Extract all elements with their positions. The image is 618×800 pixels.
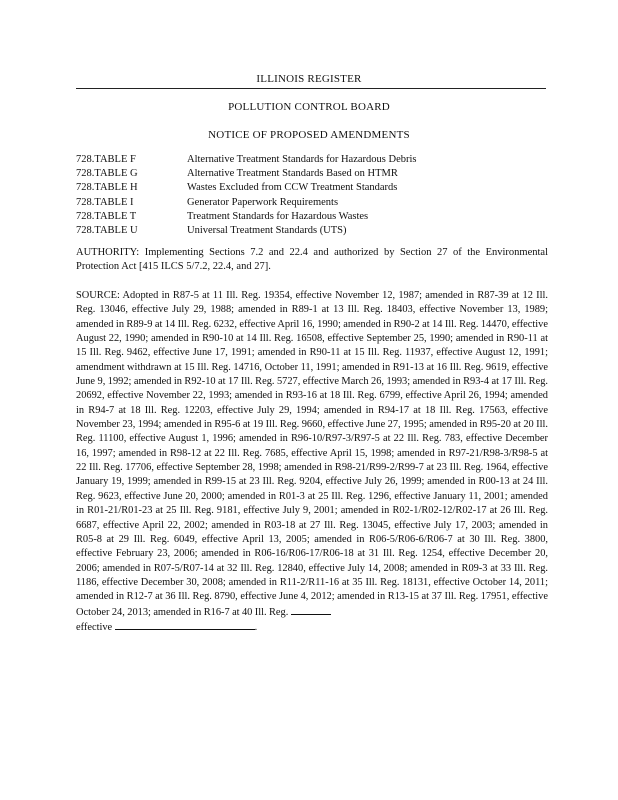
- source-text: SOURCE: Adopted in R87-5 at 11 Ill. Reg. 19354, effective November 12, 1987; amended in R87-39 at 12 Ill. Reg. 13046, effective July 29, 1988; amended in R89-1 at 13 Ill. Reg. 18403, effective November 13, 1989; amended in R89-9 at 14 Ill. Reg. 6232, effective April 16, 1990; amended in R90-2 at 14 Ill. Reg. 14470, effective August 22, 1990; amended in R90-10 at 14 Ill. Reg. 16508, effective September 25, 1990; amended in R90-11 at 15 Ill. Reg. 9462, effective June 17, 1991; amended in R90-11 at 15 Ill. Reg. 11937, effective August 12, 1991; amendment withdrawn at 15 Ill. Reg. 14716, October 11, 1991; amended in R91-13 at 16 Ill. Reg. 9619, effective June 9, 1992; amended in R92-10 at 17 Ill. Reg. 5727, effective March 26, 1993; amended in R93-4 at 17 Ill. Reg. 20692, effective November 22, 1993; amended in R93-16 at 18 Ill. Reg. 6799, effective April 26, 1994; amended in R94-7 at 18 Ill. Reg. 12203, effective July 29, 1994; amended in R94-17 at 18 Ill. Reg. 17563, effective November 23, 1994; amended in R95-6 at 19 Ill. Reg. 9660, effective June 27, 1995; amended in R95-20 at 20 Ill. Reg. 11100, effective August 1, 1996; amended in R96-10/R97-3/R97-5 at 22 Ill. Reg. 783, effective December 16, 1997; amended in R98-12 at 22 Ill. Reg. 7685, effective April 15, 1998; amended in R97-21/R98-3/R98-5 at 22 Ill. Reg. 17706, effective September 28, 1998; amended in R98-21/R99-2/R99-7 at 23 Ill. Reg. 1964, effective January 19, 1999; amended in R99-15 at 23 Ill. Reg. 9204, effective July 26, 1999; amended in R00-13 at 24 Ill. Reg. 9623, effective June 20, 2000; amended in R01-3 at 25 Ill. Reg. 1296, effective January 11, 2001; amended in R01-21/R01-23 at 25 Ill. Reg. 9181, effective July 9, 2001; amended in R02-1/R02-12/R02-17 at 26 Ill. Reg. 6687, effective April 22, 2002; amended in R03-18 at 27 Ill. Reg. 13045, effective July 17, 2003; amended in R05-8 at 29 Ill. Reg. 6049, effective April 13, 2005; amended in R06-5/R06-6/R06-7 at 30 Ill. Reg. 3800, effective February 23, 2006; amended in R06-16/R06-17/R06-18 at 31 Ill. Reg. 1254, effective December 20, 2006; amended in R07-5/R07-14 at 32 Ill. Reg. 12840, effective July 14, 2008; amended in R09-3 at 33 Ill. Reg. 1186, effective December 30, 2008; amended in R11-2/R11-16 at 35 Ill. Reg. 18131, effective October 14, 2011; amended in R12-7 at 36 Ill. Reg. 8790, effective June 4, 2012; amended in R13-15 at 37 Ill. Reg. 17951, effective October 24, 2013; amended in R16-7 at 40 Ill. Reg.: [76, 290, 548, 618]
- table-description: Wastes Excluded from CCW Treatment Standards: [187, 182, 398, 194]
- table-list-item: [76, 167, 556, 181]
- table-list-item: [76, 224, 556, 238]
- source-tail: [76, 620, 548, 635]
- table-description: Universal Treatment Standards (UTS): [187, 224, 347, 236]
- table-description: Alternative Treatment Standards for Hazardous Debris: [187, 154, 417, 165]
- register-title: ILLINOIS REGISTER: [256, 73, 362, 85]
- table-description: Alternative Treatment Standards Based on HTMR: [187, 168, 398, 180]
- table-code: 728.TABLE U: [76, 224, 138, 236]
- table-list-item: [76, 153, 556, 167]
- table-description: Treatment Standards for Hazardous Wastes: [187, 210, 369, 222]
- table-code: 728.TABLE H: [76, 182, 138, 194]
- table-code: 728.TABLE G: [76, 168, 138, 180]
- table-list: [76, 153, 556, 238]
- source-tail-period: .: [254, 621, 258, 633]
- table-list-item: [76, 181, 556, 195]
- source-paragraph: [76, 289, 548, 635]
- table-description: Generator Paperwork Requirements: [187, 196, 339, 208]
- notice-title: NOTICE OF PROPOSED AMENDMENTS: [208, 129, 410, 141]
- header-rule: [76, 88, 546, 89]
- agency-name: POLLUTION CONTROL BOARD: [228, 101, 390, 113]
- table-list-item: [76, 196, 556, 210]
- authority-paragraph: AUTHORITY: Implementing Sections 7.2 and 22.4 and authorized by Section 27 of the Environmental Protection Act [415 ILCS 5/7.2, 22.4, and 27].: [76, 247, 548, 272]
- effective-label: effective: [76, 621, 113, 633]
- table-code: 728.TABLE T: [76, 210, 137, 222]
- table-list-item: [76, 210, 556, 224]
- table-code: 728.TABLE I: [76, 196, 134, 208]
- table-code: 728.TABLE F: [76, 154, 136, 165]
- register-page-blank: [291, 605, 331, 615]
- effective-date-blank: [115, 620, 255, 630]
